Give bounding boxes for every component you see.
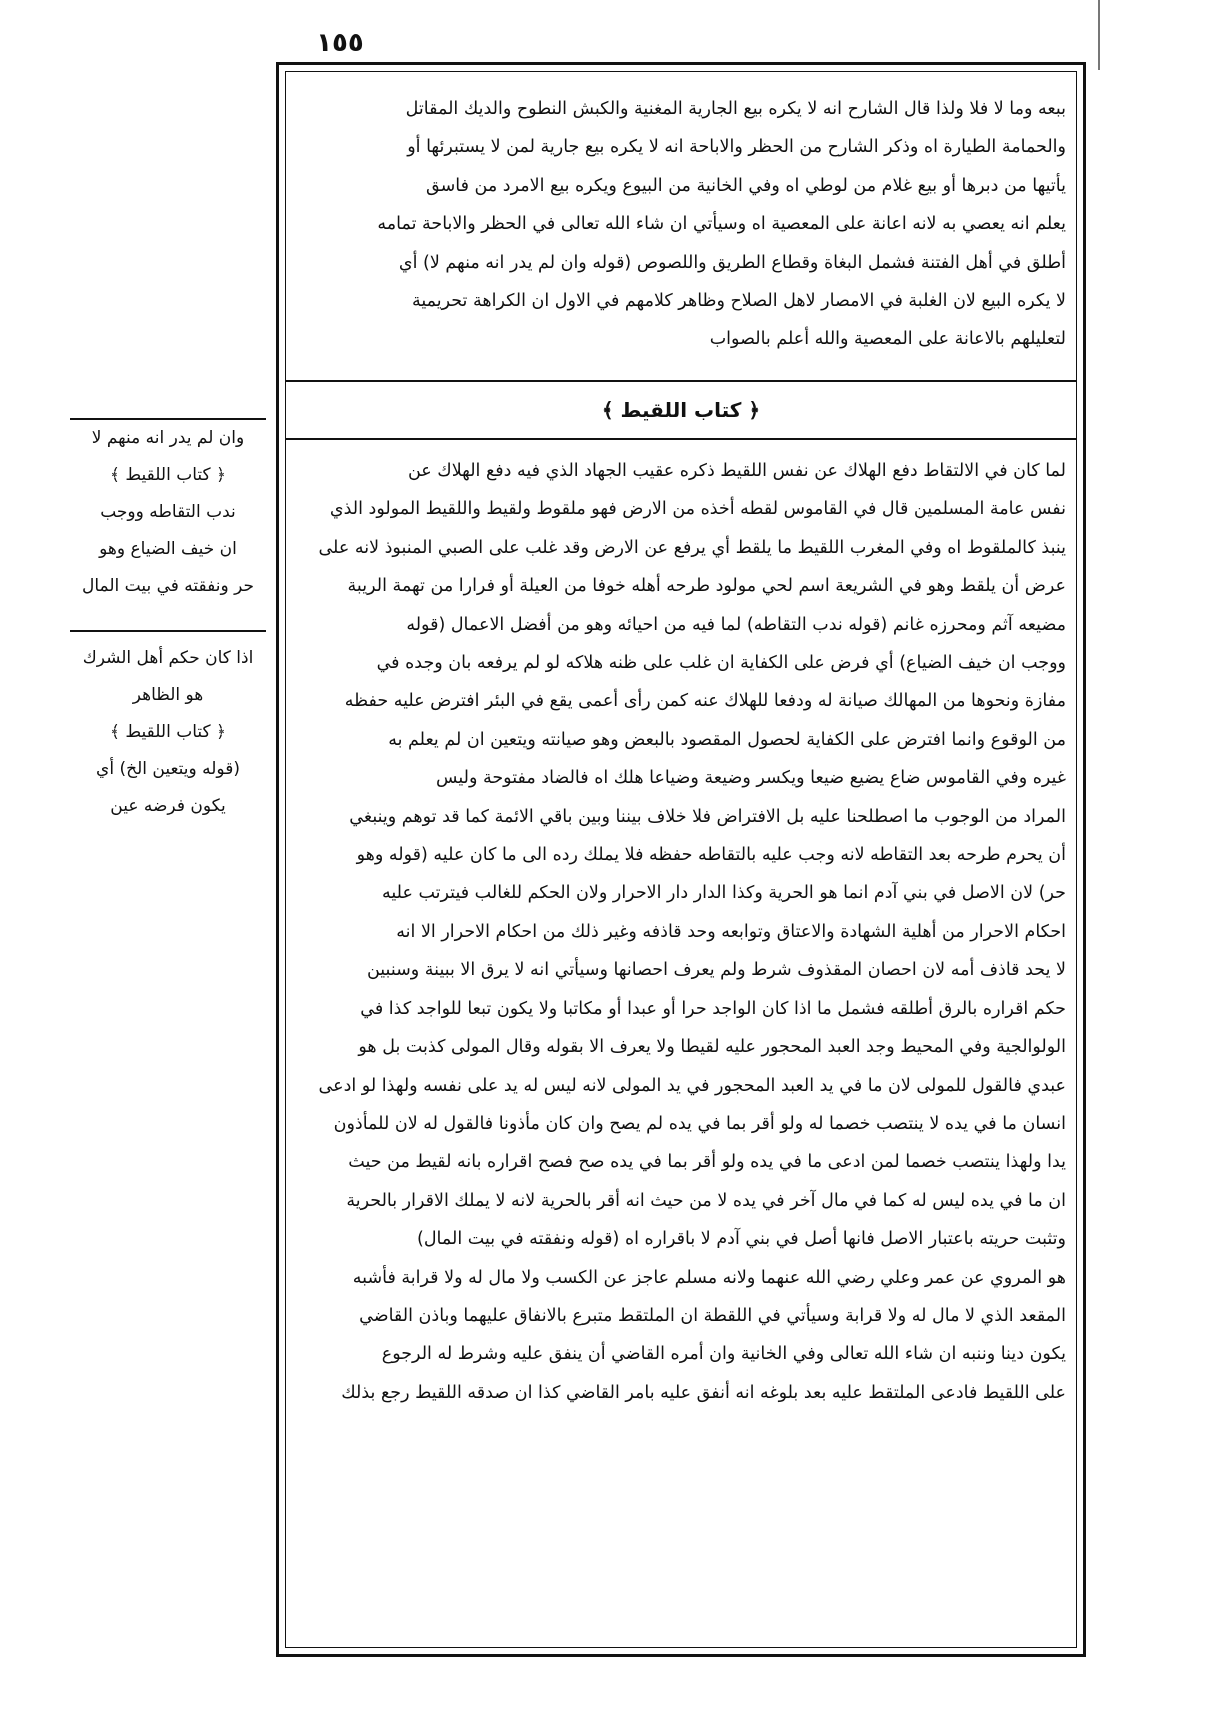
heading-rule-bottom [286,438,1076,440]
text-line: لا يحد قاذف أمه لان احصان المقذوف شرط ولم يعرف احصانها وسيأتي انه لا يرق الا ببينة وسنبين [366,960,1066,981]
text-line: مضيعه آثم ومحرزه غانم (قوله ندب التقاطه) لما فيه من احيائه وهو من أفضل الاعمال (قوله [406,614,1066,635]
margin-commentary-top [70,420,266,605]
main-text-frame [276,62,1086,1657]
margin-line: حر ونفقته في بيت المال [81,576,254,596]
margin-line: ان خيف الضياع وهو [99,539,237,559]
text-line: لتعليلهم بالاعانة على المعصية والله أعلم بالصواب [709,329,1066,350]
text-line: حكم اقراره بالرق أطلقه فشمل ما اذا كان الواجد حرا أو عبدا أو مكاتبا ولا يكون تبعا للواجد كذا في [360,998,1066,1019]
text-line: ببعه وما لا فلا ولذا قال الشارح انه لا يكره بيع الجارية المغنية والكبش النطوح والديك المقاتل [405,99,1066,119]
text-line: يأتيها من دبرها أو بيع غلام من لوطي اه وفي الخانية من البيوع ويكره بيع الامرد من فاسق [426,175,1066,196]
margin-rule-middle [70,630,266,632]
text-line: لا يكره البيع لان الغلبة في الامصار لاهل الصلاح وظاهر كلامهم في الاول ان الكراهة تحريمية [411,291,1066,312]
text-line: المقعد الذي لا مال له ولا قرابة وسيأتي في اللقطة ان الملتقط متبرع بالانفاق عليهما وباذن القاضي [359,1305,1066,1326]
text-line: يكون دينا وننبه ان شاء الله تعالى وفي الخانية وان أمره القاضي أن ينفق عليه وشرط له الرجوع [381,1344,1066,1365]
margin-heading: ﴿ كتاب اللقيط ﴾ [110,465,226,485]
text-line: يعلم انه يعصي به لانه اعانة على المعصية اه وسيأتي ان شاء الله تعالى في الحظر والاباحة تمامه [377,214,1066,235]
margin-line: ندب التقاطه ووجب [100,502,236,522]
inner-text-frame [285,71,1077,1648]
margin-line: اذا كان حكم أهل الشرك [82,648,254,668]
text-line: لما كان في الالتقاط دفع الهلاك عن نفس اللقيط ذكره عقيب الجهاد الذي فيه دفع الهلاك عن [407,461,1066,481]
text-line: عرض أن يلقط وهو في الشريعة اسم لحي مولود طرحه أهله خوفا من العيلة أو فرارا من تهمة الريبة [347,576,1066,597]
text-line: وتثبت حريته باعتبار الاصل فانها أصل في بني آدم لا باقراره اه (قوله ونفقته في بيت المال) [417,1229,1066,1250]
text-line: ووجب ان خيف الضياع) أي فرض على الكفاية ان غلب على ظنه هلاكه لو لم يرفعه بان وجده في [376,653,1066,674]
text-line: انسان ما في يده لا ينتصب خصما له ولو أقر بما في يده لم يصح وان كان مأذونا فالقول له لان للمأذون [333,1113,1066,1134]
text-line: نفس عامة المسلمين قال في القاموس لقطه أخذه من الارض فهو ملقوط ولقيط واللقيط المولود الذي [329,499,1066,520]
text-line: غيره وفي القاموس ضاع يضيع ضيعا ويكسر وضيعة وضياعا هلك اه فالضاد مفتوحة وليس [436,768,1066,789]
preceding-section-text [296,90,1066,359]
page-number: ١٥٥ [316,28,364,58]
margin-line: هو الظاهر [132,685,204,705]
text-line: الولوالجية وفي المحيط وجد العبد المحجور عليه لقيطا ولا يعرف الا بقوله وقال المولى كذبت بل هو [358,1037,1066,1058]
margin-line: يكون فرضه عين [110,796,226,816]
text-line: حر) لان الاصل في بني آدم انما هو الحرية وكذا الدار دار الاحرار ولان الحكم للغالب فيترتب عليه [382,883,1066,904]
text-line: ينبذ كالملقوط اه وفي المغرب اللقيط ما يلقط أي يرفع عن الارض وقد غلب على الصبي المنبوذ لانه على [318,537,1066,558]
text-line: عبدي فالقول للمولى لان ما في يد العبد المحجور في يد المولى لانه ليس له يد على نفسه ولهذا لو ادعى [318,1075,1066,1096]
text-line: احكام الاحرار من أهلية الشهادة والاعتاق وتوابعه وحد قاذفه وغير ذلك من احكام الاحرار الا انه [396,921,1066,942]
margin-heading: ﴿ كتاب اللقيط ﴾ [110,722,226,742]
text-line: أن يحرم طرحه بعد التقاطه لانه وجب عليه بالتقاطه حفظه فلا يملك رده الى ما كان عليه (قوله وهو [356,845,1066,866]
text-line: يدا ولهذا ينتصب خصما لمن ادعى ما في يده ولو أقر بما في يده صح فصح اقراره بانه لقيط من حيث [348,1152,1066,1173]
text-line: والحمامة الطيارة اه وذكر الشارح من الحظر والاباحة انه لا يكره بيع جارية لمن لا يستبرئها أو [407,137,1066,158]
text-line: من الوقوع وانما افترض على الكفاية لحصول المقصود بالبعض وهو صيانته ويتعين ان لم يعلم به [388,729,1066,750]
text-line: هو المروي عن عمر وعلي رضي الله عنهما ولانه مسلم عاجز عن الكسب ولا مال له ولا قرابة فأشبه [352,1267,1066,1288]
text-line: أطلق في أهل الفتنة فشمل البغاة وقطاع الطريق واللصوص (قوله وان لم يدر انه منهم لا) أي [398,252,1066,273]
margin-commentary-bottom [70,640,266,825]
text-line: المراد من الوجوب ما اصطلحنا عليه بل الافتراض فلا خلاف بيننا وبين باقي الائمة كما قد توهم وينبغي [349,806,1066,827]
margin-line: وان لم يدر انه منهم لا [91,428,245,448]
text-line: على اللقيط فادعى الملتقط عليه بعد بلوغه انه أنفق عليه بامر القاضي كذا ان صدقه اللقيط رجع بذلك [341,1382,1066,1403]
scan-edge-mark [1098,0,1100,70]
margin-line: (قوله ويتعين الخ) أي [96,759,240,779]
chapter-body-text [296,452,1066,1412]
text-line: ان ما في يده ليس له كما في مال آخر في يده لا من حيث انه أقر بالحرية لانه لا يملك الاقرار بالحرية [346,1190,1066,1211]
chapter-heading: ﴿ كتاب اللقيط ﴾ [601,398,761,422]
text-line: مفازة ونحوها من المهالك صيانة له ودفعا للهلاك عنه كمن رأى أعمى يقع في البئر افترض عليه حفظه [344,691,1066,712]
